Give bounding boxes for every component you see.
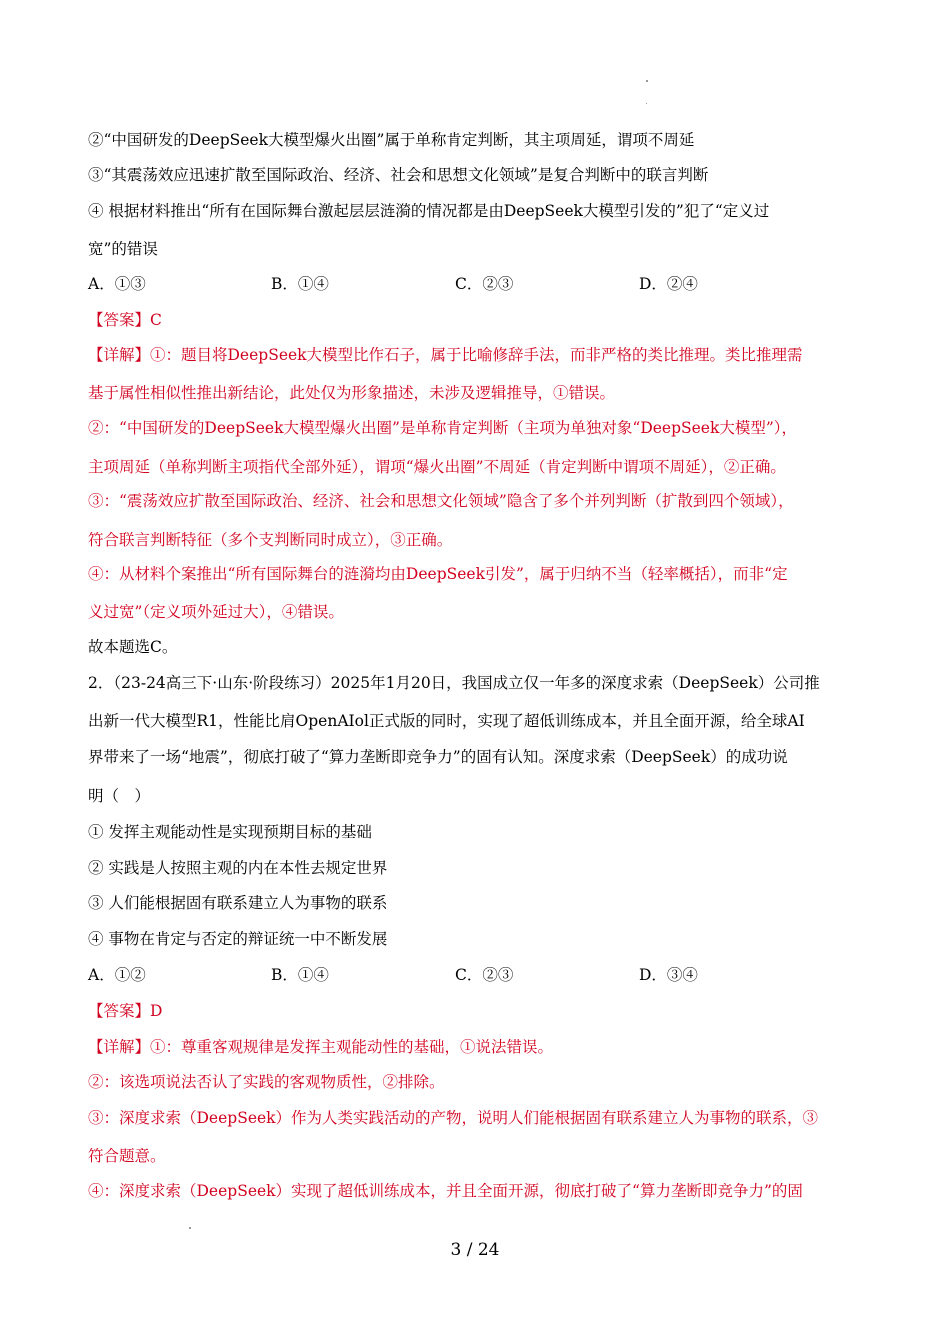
- q1-conclusion: 故本题选C。: [88, 638, 178, 656]
- q2-option-d: D．③④: [639, 966, 698, 984]
- q2-option-a: A．①②: [88, 966, 146, 984]
- q2-item-2: ② 实践是人按照主观的内在本性去规定世界: [88, 859, 388, 877]
- q2-stem-line: 明（ ）: [88, 787, 151, 805]
- q1-option-d: D．②④: [639, 275, 698, 293]
- q1-item-2: ②“中国研发的DeepSeek大模型爆火出圈”属于单称肯定判断，其主项周延，谓项不周延: [88, 131, 695, 149]
- q2-explain-line: ②：该选项说法否认了实践的客观物质性，②排除。: [88, 1073, 445, 1091]
- q1-option-c: C．②③: [455, 275, 514, 293]
- q2-explain-line: 【详解】①：尊重客观规律是发挥主观能动性的基础，①说法错误。: [88, 1038, 554, 1056]
- q2-item-3: ③ 人们能根据固有联系建立人为事物的联系: [88, 894, 388, 912]
- q2-explain-line: ④：深度求索（DeepSeek）实现了超低训练成本，并且全面开源，彻底打破了“算力垄断即竞争力”的固: [88, 1182, 803, 1200]
- q1-option-a: A．①③: [88, 275, 146, 293]
- q2-item-1: ① 发挥主观能动性是实现预期目标的基础: [88, 823, 372, 841]
- q1-item-4: ④ 根据材料推出“所有在国际舞台激起层层涟漪的情况都是由DeepSeek大模型引发的”犯了“定义过: [88, 202, 770, 220]
- q2-option-b: B．①④: [271, 966, 329, 984]
- q1-option-b: B．①④: [271, 275, 329, 293]
- q1-explain-line: 【详解】①：题目将DeepSeek大模型比作石子，属于比喻修辞手法，而非严格的类比推理。类比推理需: [88, 346, 803, 364]
- q1-explain-line: 义过宽”（定义项外延过大），④错误。: [88, 603, 344, 621]
- q1-item-3: ③“其震荡效应迅速扩散至国际政治、经济、社会和思想文化领域”是复合判断中的联言判断: [88, 166, 709, 184]
- q1-explain-line: ②：“中国研发的DeepSeek大模型爆火出圈”是单称肯定判断（主项为单独对象“DeepSeek大模型”），: [88, 419, 798, 437]
- q2-explain-line: ③：深度求索（DeepSeek）作为人类实践活动的产物，说明人们能根据固有联系建立人为事物的联系，③: [88, 1109, 819, 1127]
- q1-item-4-cont: 宽”的错误: [88, 240, 158, 258]
- q2-stem-line: 界带来了一场“地震”，彻底打破了“算力垄断即竞争力”的固有认知。深度求索（DeepSeek）的成功说: [88, 748, 788, 766]
- q1-explain-line: ④：从材料个案推出“所有国际舞台的涟漪均由DeepSeek引发”，属于归纳不当（轻率概括），而非“定: [88, 565, 788, 583]
- q1-explain-line: 符合联言判断特征（多个支判断同时成立），③正确。: [88, 531, 453, 549]
- q1-answer: 【答案】C: [88, 311, 162, 329]
- q2-explain-line: 符合题意。: [88, 1147, 166, 1165]
- page-number: 3 / 24: [450, 1240, 500, 1260]
- q1-explain-line: 主项周延（单称判断主项指代全部外延），谓项“爆火出圈”不周延（肯定判断中谓项不周延），②正确。: [88, 458, 786, 476]
- q2-stem-line: 出新一代大模型R1，性能比肩OpenAIol正式版的同时，实现了超低训练成本，并且全面开源，给全球AI: [88, 712, 805, 730]
- q2-answer: 【答案】D: [88, 1002, 163, 1020]
- page-marker-dot: [646, 80, 648, 82]
- q2-option-c: C．②③: [455, 966, 514, 984]
- q2-stem-line: 2．（23-24高三下·山东·阶段练习）2025年1月20日，我国成立仅一年多的深度求索（DeepSeek）公司推: [88, 674, 820, 692]
- page-marker-dot: [646, 103, 647, 104]
- q1-explain-line: ③：“震荡效应扩散至国际政治、经济、社会和思想文化领域”隐含了多个并列判断（扩散到四个领域），: [88, 492, 794, 510]
- page-marker-dot: [189, 1227, 191, 1229]
- q2-item-4: ④ 事物在肯定与否定的辩证统一中不断发展: [88, 930, 388, 948]
- q1-explain-line: 基于属性相似性推出新结论，此处仅为形象描述，未涉及逻辑推导，①错误。: [88, 384, 616, 402]
